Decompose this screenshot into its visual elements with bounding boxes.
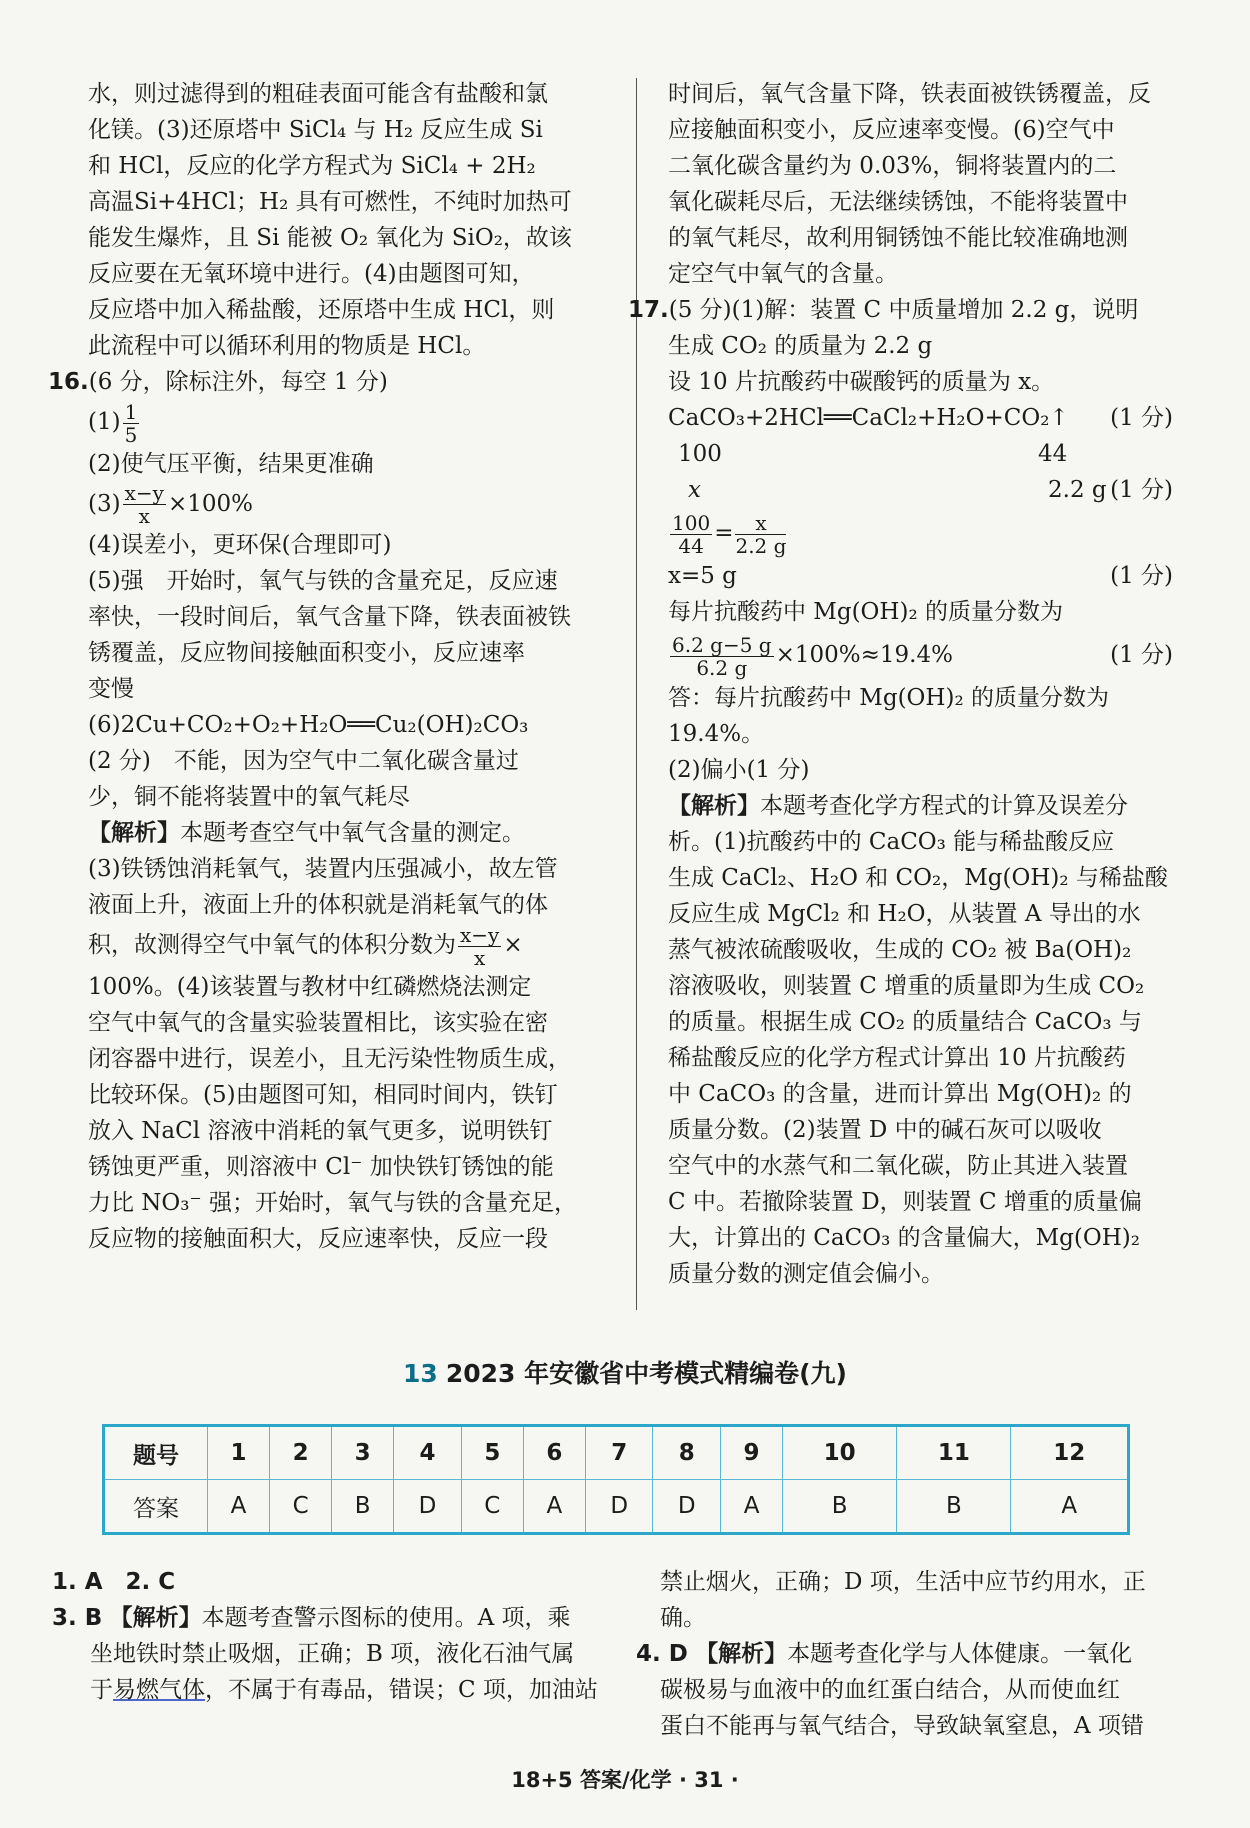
explanation-line: 碳极易与血液中的血红蛋白结合，从而使血红 (660, 1677, 1120, 1703)
text-line: 二氧化碳含量约为 0.03%，铜将装置内的二 (668, 153, 1117, 179)
fraction (670, 512, 712, 557)
answer-6-line: (6)2Cu+CO₂+O₂+H₂O══Cu₂(OH)₂CO₃ (88, 712, 529, 738)
explanation-line: 力比 NO₃⁻ 强；开始时，氧气与铁的含量充足， (88, 1189, 577, 1216)
result-text: x=5 g (668, 563, 737, 589)
fraction (458, 924, 501, 969)
explanation-label: 【解析】 (668, 792, 760, 819)
answer-5-line: 锈覆盖，反应物间接触面积变小，反应速率 (88, 640, 525, 666)
explanation-line: (3)铁锈蚀消耗氧气，装置内压强减小，故左管 (88, 856, 558, 882)
fraction-denominator: 2.2 g (735, 533, 787, 558)
answer-1 (88, 400, 608, 446)
answer-cell: B (332, 1480, 394, 1534)
explanation-line (88, 923, 608, 969)
text-line: 反应要在无氧环境中进行。(4)由题图可知， (88, 261, 535, 287)
fraction-denominator: 5 (124, 422, 138, 447)
explanation-line: 空气中的水蒸气和二氧化碳，防止其进入装置 (668, 1153, 1128, 1179)
fraction-denominator: x (138, 504, 150, 528)
explanation-line: 溶液吸收，则装置 C 增重的质量即为生成 CO₂ (668, 973, 1145, 999)
explanation-line (52, 1600, 612, 1636)
answer-cell: A (208, 1480, 270, 1534)
question-number-cell: 9 (721, 1426, 783, 1480)
question-number: 17. (628, 297, 669, 323)
answer-3 (88, 482, 608, 528)
explanation-label: 【解析】 (109, 1604, 202, 1631)
bottom-left-column (52, 1564, 612, 1708)
chemical-equation (668, 400, 1173, 436)
text-line: 此流程中可以循环利用的物质是 HCl。 (88, 333, 486, 359)
question-score-note: (6 分，除标注外，每空 1 分) (88, 369, 388, 395)
explanation-line (52, 1672, 612, 1708)
answer-line: 生成 CO₂ 的质量为 2.2 g (668, 333, 933, 359)
explanation-line: 中 CaCO₃ 的含量，进而计算出 Mg(OH)₂ 的 (668, 1081, 1132, 1107)
answer-line: 设 10 片抗酸药中碳酸钙的质量为 x。 (668, 369, 1055, 395)
question-number-row (104, 1426, 1129, 1480)
page-footer: 18+5 答案/化学 · 31 · (511, 1768, 739, 1792)
bottom-right-column (636, 1564, 1176, 1744)
explanation-label: 【解析】 (88, 819, 180, 846)
score-note: (1 分) (1110, 405, 1173, 431)
answer-prefix: (3) (88, 490, 121, 517)
equation-text: CaCO₃+2HCl══CaCl₂+H₂O+CO₂↑ (668, 405, 1069, 431)
explanation-line (88, 815, 608, 851)
answer-6-line: (2 分) 不能，因为空气中二氧化碳含量过 (88, 748, 519, 774)
column-divider (636, 78, 637, 1310)
answer-line: 1. A 2. C (52, 1569, 176, 1595)
fraction-numerator: 1 (124, 399, 138, 424)
question-number-cell: 1 (208, 1426, 270, 1480)
answer-cell: A (523, 1480, 585, 1534)
explanation-line: C 中。若撤除装置 D，则装置 C 增重的质量偏 (668, 1189, 1142, 1215)
text-line: 高温Si+4HCl；H₂ 具有可燃性，不纯时加热可 (88, 189, 572, 215)
text-line: 反应塔中加入稀盐酸，还原塔中生成 HCl，则 (88, 297, 555, 323)
right-column (628, 76, 1173, 1292)
section-title (0, 1354, 1250, 1390)
explanation-line: 的质量。根据生成 CO₂ 的质量结合 CaCO₃ 与 (668, 1009, 1142, 1035)
known-mass: 2.2 g (1048, 477, 1107, 503)
answer-cell: D (394, 1480, 462, 1534)
unknown-mass: x (688, 477, 701, 503)
left-column (48, 76, 608, 1257)
row-label: 题号 (104, 1426, 208, 1480)
question-number-cell: 11 (897, 1426, 1011, 1480)
question-number: 3. B (52, 1605, 103, 1631)
text-line: 应接触面积变小，反应速率变慢。(6)空气中 (668, 117, 1115, 143)
answer-table (102, 1424, 1130, 1535)
molar-mass: 100 (678, 441, 722, 467)
answer-cell: B (783, 1480, 897, 1534)
explanation-line: 100%。(4)该装置与教材中红磷燃烧法测定 (88, 973, 532, 1000)
fraction-numerator: x (735, 512, 786, 535)
explanation-line: 稀盐酸反应的化学方程式计算出 10 片抗酸药 (668, 1045, 1126, 1071)
answer-5-line: 率快，一段时间后，氧气含量下降，铁表面被铁 (88, 604, 571, 630)
answer-4: (4)误差小，更环保(合理即可) (88, 532, 392, 558)
answer-5-line: 变慢 (88, 676, 134, 702)
explanation-line: 反应生成 MgCl₂ 和 H₂O，从装置 A 导出的水 (668, 901, 1141, 927)
section-heading: 2023 年安徽省中考模式精编卷(九) (445, 1359, 847, 1388)
explanation-text: 于 (90, 1677, 113, 1703)
result-row (668, 558, 1173, 594)
explanation-line: 空气中氧气的含量实验装置相比，该实验在密 (88, 1009, 548, 1036)
text-line: 化镁。(3)还原塔中 SiCl₄ 与 H₂ 反应生成 Si (88, 117, 543, 143)
molar-mass-row (668, 436, 1173, 472)
question-number-cell: 10 (783, 1426, 897, 1480)
score-note: (1 分) (1110, 642, 1173, 668)
explanation-line (636, 1636, 1176, 1672)
text-line: 氧化碳耗尽后，无法继续锈蚀，不能将装置中 (668, 189, 1128, 215)
answer-line: 每片抗酸药中 Mg(OH)₂ 的质量分数为 (668, 599, 1063, 625)
answer-5-line: (5)强 开始时，氧气与铁的含量充足，反应速 (88, 568, 558, 594)
explanation-line: 大，计算出的 CaCO₃ 的含量偏大，Mg(OH)₂ (668, 1225, 1140, 1251)
explanation-line: 液面上升，液面上升的体积就是消耗氧气的体 (88, 892, 548, 918)
explanation-line: 蛋白不能再与氧气结合，导致缺氧窒息，A 项错 (660, 1713, 1144, 1739)
question-number-cell: 4 (394, 1426, 462, 1480)
text-line: 水，则过滤得到的粗硅表面可能含有盐酸和氯 (88, 81, 548, 107)
question-number-cell: 3 (332, 1426, 394, 1480)
explanation-text: 本题考查化学与人体健康。一氧化 (787, 1641, 1133, 1667)
text-line: 的氧气耗尽，故利用铜锈蚀不能比较准确地测 (668, 225, 1128, 251)
explanation-line: 放入 NaCl 溶液中消耗的氧气更多，说明铁钉 (88, 1117, 553, 1144)
answer-2: (2)使气压平衡，结果更准确 (88, 450, 374, 477)
question-number-cell: 7 (585, 1426, 653, 1480)
score-note: (1 分) (1110, 477, 1173, 503)
answer-suffix: ×100% (167, 490, 253, 517)
explanation-text: 本题考查化学方程式的计算及误差分 (760, 793, 1128, 819)
fraction-numerator: 6.2 g−5 g (672, 632, 772, 657)
fraction-numerator: 100 (672, 510, 711, 535)
answer-text: (5 分)(1)解：装置 C 中质量增加 2.2 g，说明 (668, 297, 1139, 323)
result-text: ×100%≈19.4% (775, 642, 953, 668)
question-16-header (48, 364, 608, 400)
fraction (123, 482, 166, 527)
question-number: 4. D (636, 1641, 688, 1667)
answer-cell: D (585, 1480, 653, 1534)
explanation-line (668, 788, 1173, 824)
explanation-line: 比较环保。(5)由题图可知，相同时间内，铁钉 (88, 1081, 558, 1108)
explanation-line: 坐地铁时禁止吸烟，正确；B 项，液化石油气属 (90, 1641, 575, 1667)
answer-cell: A (721, 1480, 783, 1534)
question-number-cell: 6 (523, 1426, 585, 1480)
row-label: 答案 (104, 1480, 208, 1534)
explanation-text: 本题考查空气中氧气含量的测定。 (180, 820, 525, 846)
text-line: 时间后，氧气含量下降，铁表面被铁锈覆盖，反 (668, 81, 1151, 107)
explanation-line: 禁止烟火，正确；D 项，生活中应节约用水，正确。 (660, 1569, 1146, 1631)
fraction-denominator: 44 (678, 533, 704, 558)
text-line: 能发生爆炸，且 Si 能被 O₂ 氧化为 SiO₂，故该 (88, 225, 572, 251)
explanation-line: 反应物的接触面积大，反应速率快，反应一段 (88, 1225, 548, 1252)
explanation-text: ，不属于有毒品，错误；C 项，加油站 (205, 1677, 598, 1703)
fraction-row (668, 630, 1173, 680)
answer-row (104, 1480, 1129, 1534)
fraction-denominator: x (474, 945, 486, 970)
question-number-cell: 12 (1011, 1426, 1129, 1480)
question-number-cell: 2 (270, 1426, 332, 1480)
section-number: 13 (403, 1359, 438, 1388)
explanation-line: 锈蚀更严重，则溶液中 Cl⁻ 加快铁钉锈蚀的能 (88, 1153, 554, 1180)
answer-line: 19.4%。 (668, 721, 765, 747)
explanation-line: 闭容器中进行，误差小，且无污染性物质生成， (88, 1045, 571, 1072)
answer-cell: C (461, 1480, 523, 1534)
text-line: 定空气中氧气的含量。 (668, 261, 898, 287)
explanation-line: 质量分数。(2)装置 D 中的碱石灰可以吸收 (668, 1117, 1102, 1143)
text-line: 和 HCl，反应的化学方程式为 SiCl₄ + 2H₂ (88, 153, 536, 179)
explanation-text: 本题考查警示图标的使用。A 项，乘 (201, 1605, 571, 1631)
explanation-label: 【解析】 (695, 1640, 788, 1667)
highlighted-text: 易燃气体 (113, 1677, 205, 1703)
explanation-text: 积，故测得空气中氧气的体积分数为 (88, 932, 456, 958)
fraction (670, 634, 774, 679)
fraction (735, 512, 786, 557)
question-number-cell: 5 (461, 1426, 523, 1480)
fraction-denominator: 6.2 g (696, 655, 748, 680)
fraction-numerator: x−y (124, 481, 164, 505)
question-number-cell: 8 (653, 1426, 721, 1480)
ratio-row: $\frac{100}{44}$ = $\frac{x}{2.2 g}$ (672, 510, 787, 558)
answer-6-line: 少，铜不能将装置中的氧气耗尽 (88, 784, 410, 810)
molar-mass: 44 (1038, 441, 1068, 467)
fraction-numerator: x−y (460, 922, 500, 947)
answer-cell: A (1011, 1480, 1129, 1534)
answer-prefix: (1) (88, 409, 121, 435)
answer-cell: D (653, 1480, 721, 1534)
explanation-line: 生成 CaCl₂、H₂O 和 CO₂，Mg(OH)₂ 与稀盐酸 (668, 865, 1168, 891)
question-number: 16. (48, 369, 89, 395)
mass-row (668, 472, 1173, 508)
fraction (123, 401, 140, 446)
question-17-header (628, 292, 1173, 328)
answer-cell: C (270, 1480, 332, 1534)
answer-line: 答：每片抗酸药中 Mg(OH)₂ 的质量分数为 (668, 685, 1109, 711)
explanation-text: × (503, 932, 523, 958)
explanation-line: 蒸气被浓硫酸吸收，生成的 CO₂ 被 Ba(OH)₂ (668, 937, 1132, 963)
explanation-line: 析。(1)抗酸药中的 CaCO₃ 能与稀盐酸反应 (668, 829, 1115, 855)
explanation-line: 质量分数的测定值会偏小。 (668, 1261, 944, 1287)
score-note: (1 分) (1110, 563, 1173, 589)
answer-line: (2)偏小(1 分) (668, 757, 810, 783)
answer-cell: B (897, 1480, 1011, 1534)
